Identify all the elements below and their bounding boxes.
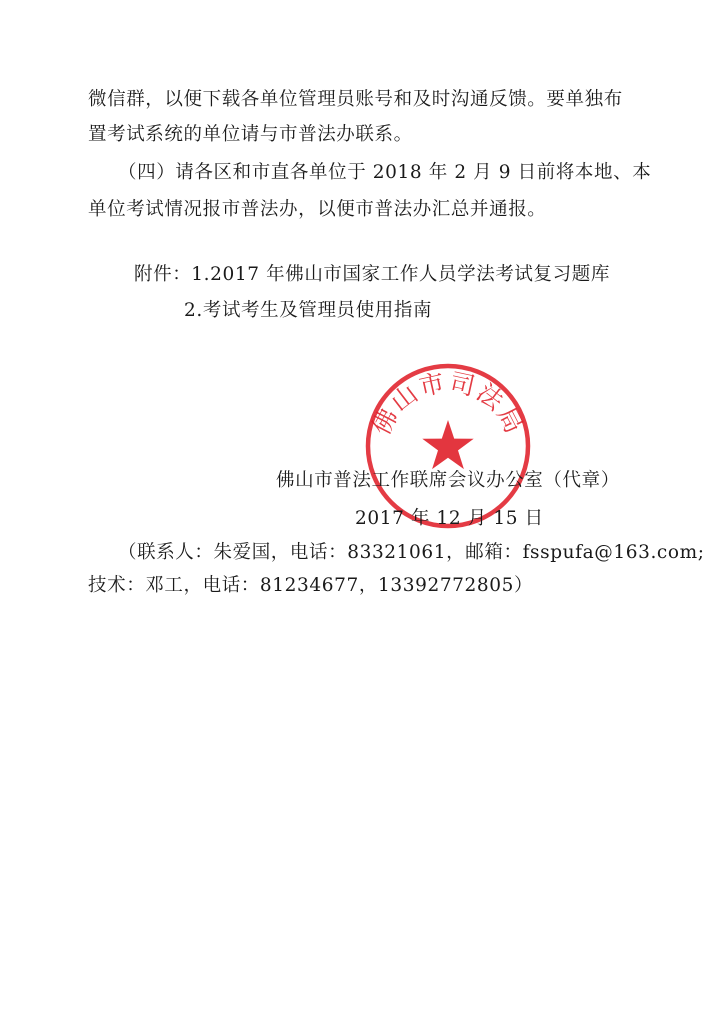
official-seal [364, 362, 532, 530]
paragraph-line: 置考试系统的单位请与市普法办联系。 [88, 124, 413, 145]
svg-text:佛山市司法局: 佛山市司法局 [366, 367, 530, 440]
contact-line: 技术：邓工，电话：81234677，13392772805） [88, 575, 534, 596]
attachment-item-1: 附件：1.2017 年佛山市国家工作人员学法考试复习题库 [134, 264, 610, 285]
attachment-item-2: 2.考试考生及管理员使用指南 [184, 300, 433, 321]
paragraph-line: 单位考试情况报市普法办，以便市普法办汇总并通报。 [88, 199, 547, 220]
paragraph-line: （四）请各区和市直各单位于 2018 年 2 月 9 日前将本地、本 [118, 162, 652, 183]
star-icon [422, 420, 473, 469]
paragraph-line: 微信群，以便下载各单位管理员账号和及时沟通反馈。要单独布 [88, 89, 623, 110]
signature-date: 2017 年 12 月 15 日 [355, 508, 544, 529]
contact-line: （联系人：朱爱国，电话：83321061，邮箱：fsspufa@163.com; [118, 542, 705, 563]
signature-org: 佛山市普法工作联席会议办公室（代章） [276, 470, 620, 491]
